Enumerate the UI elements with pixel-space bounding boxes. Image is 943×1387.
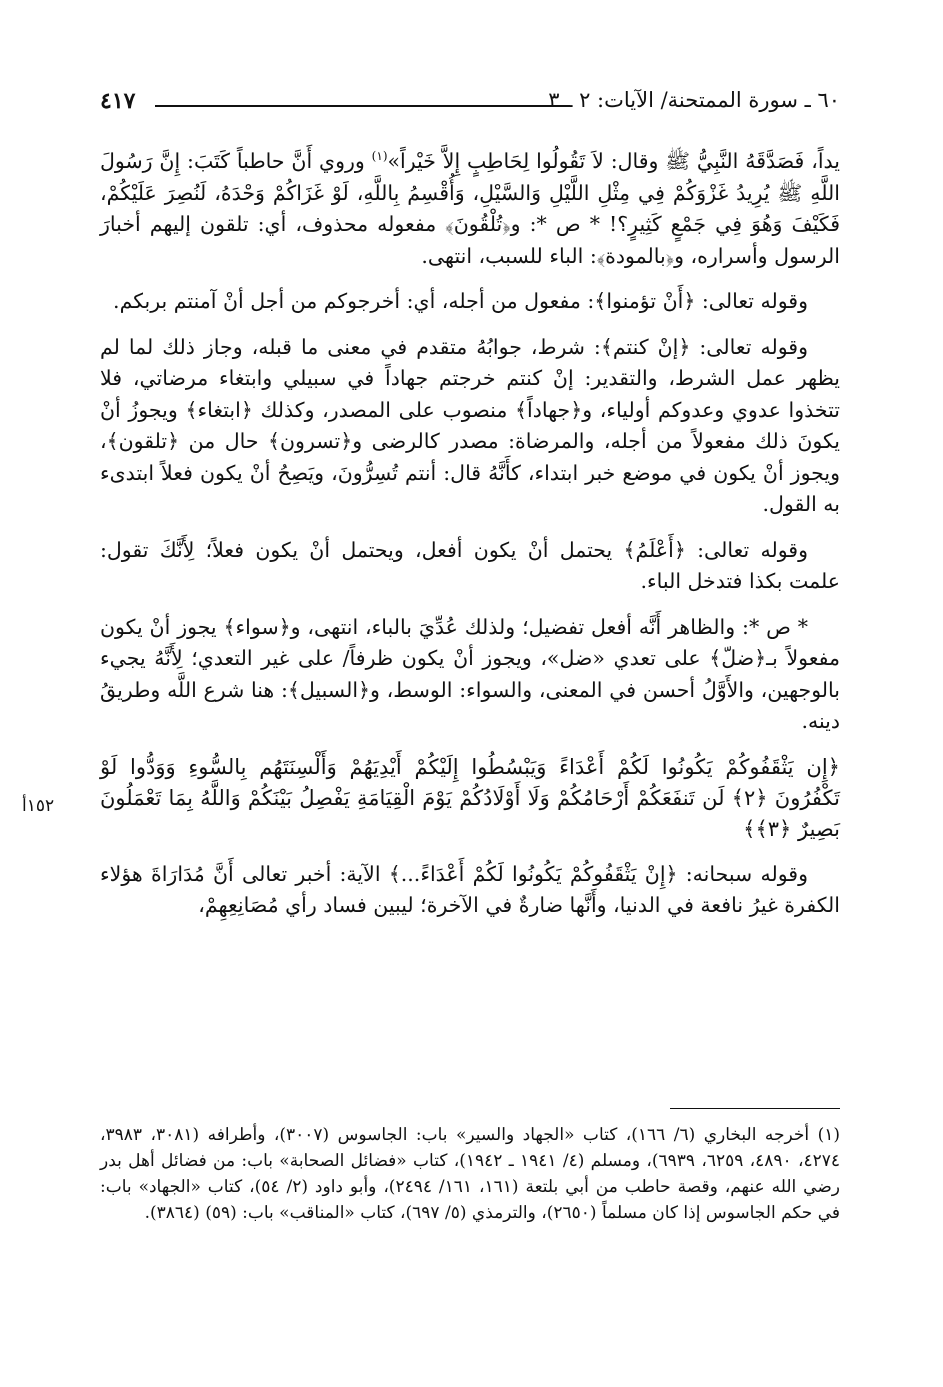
chapter-title: ٦٠ ـ سورة الممتحنة/ الآيات: ٢ ـ ٣ <box>548 88 840 112</box>
page-number: ٤١٧ <box>100 88 136 114</box>
paragraph: وقوله تعالى: ﴿أَعْلَمُ﴾ يحتمل أنْ يكون أفعل، ويحتمل أنْ يكون فعلاً؛ لِأَنَّكَ تقول: علمت بكذا فتدخل الباء. <box>100 537 840 593</box>
paragraph-text: وروي أَنَّ حاطباً كَتَبَ: إِنَّ رَسُولَ اللَّهِ ﷺ يُرِيدُ غَزْوَكُمْ فِي مِثْلِ اللَّيْلِ وَالسَّيْلِ، وَأُقْسِمُ بِاللَّهِ، لَوْ غَزَاكُمْ وَحْدَهُ، لَنُصِرَ عَلَيْكُمْ، فَكَيْفَ وَهُوَ فِي جَمْعٍ كَثِيرٍ؟! * ص *: و﴿تُلْقُونَ﴾ مفعوله محذوف، أي: تلقون إليهم أخبارَ الرسول وأسراره، و﴿بالمودة﴾: الباء للسبب، انتهى. <box>100 149 840 268</box>
paragraph: وقوله تعالى: ﴿أَنْ تؤمنوا﴾: مفعول من أجله، أي: أخرجوكم من أجل أنْ آمنتم بربكم. <box>113 289 808 313</box>
margin-folio-note: ١٥٢أ <box>22 796 55 816</box>
footnote: (١) أخرجه البخاري (٦/ ١٦٦)، كتاب «الجهاد والسير» باب: الجاسوس (٣٠٠٧)، وأطرافه (٣٠٨١، ٣٩٨٣، ٤٢٧٤، ٤٨٩٠، ٦٢٥٩، ٦٩٣٩)، ومسلم (٤/ ١٩٤١ ـ ١٩٤٢)، كتاب «فضائل الصحابة» باب: من فضائل أهل بدر رضي الله عنهم، وقصة حاطب من أبي بلتعة (١٦١، ١٦١/ ٢٤٩٤)، وأبو داود (٢/ ٥٤)، كتاب «الجهاد» باب: في حكم الجاسوس إذا كان مسلماً (٢٦٥٠)، والترمذي (٥/ ٦٩٧)، كتاب «المناقب» باب: (٥٩) (٣٨٦٤). <box>100 1125 841 1223</box>
header-rule <box>155 105 570 107</box>
paragraph-text: يداً، فَصَدَّقَهُ النَّبِيُّ ﷺ وقال: لاَ تَقُولُوا لِحَاطِبٍ إِلاَّ خَيْراً» <box>387 149 840 173</box>
paragraph: * ص *: والظاهر أَنَّه أفعل تفضيل؛ ولذلك عُدِّيَ بالباء، انتهى، و﴿سواء﴾ يجوز أنْ يكون مفعولاً بـ﴿ضلّ﴾ على تعدي «ضل»، ويجوز أنْ يكون ظرفاً/ على غير التعدي؛ لِأَنَّهُ يجيء بالوجهين، والأَوَّلُ أحسن في المعنى، والسواء: الوسط، و﴿السبيل﴾: هنا شرع اللَّه وطريقُ دينه. <box>100 614 840 733</box>
quran-verse: ﴿إِن يَثْقَفُوكُمْ يَكُونُوا لَكُمْ أَعْدَاءً وَيَبْسُطُوا إِلَيْكُمْ أَيْدِيَهُمْ وَأَلْسِنَتَهُم بِالسُّوءِ وَوَدُّوا لَوْ تَكْفُرُونَ ﴿٢﴾ لَن تَنفَعَكُمْ أَرْحَامُكُمْ وَلَا أَوْلَادُكُمْ يَوْمَ الْقِيَامَةِ يَفْصِلُ بَيْنَكُمْ وَاللَّهُ بِمَا تَعْمَلُونَ بَصِيرٌ ﴿٣﴾﴾ <box>100 754 840 841</box>
paragraph: وقوله سبحانه: ﴿إِنْ يَثْقَفُوكُمْ يَكُونُوا لَكُمْ أَعْدَاءً...﴾ الآية: أخبر تعالى أَنَّ مُدَارَاةَ هؤلاء الكفرة غيرُ نافعة في الدنيا، وأَنَّها ضارةٌ في الآخرة؛ ليبين فساد رأي مُصَانِعِهِمْ، <box>100 861 840 917</box>
main-text <box>100 146 840 936</box>
paragraph <box>100 146 840 272</box>
footnotes <box>100 1122 840 1226</box>
paragraph: وقوله تعالى: ﴿إنْ كنتم﴾: شرط، جوابُهُ متقدم في معنى ما قبله، وجاز ذلك لما لم يظهر عمل الشرط، والتقدير: إنْ كنتم خرجتم جهاداً في سبيلي وابتغاء مرضاتي، فلا تتخذوا عدوي وعدوكم أولياء، و﴿جهاداً﴾ منصوب على المصدر، وكذلك ﴿ابتغاء﴾ ويجوزُ أنْ يكونَ ذلك مفعولاً من أجله، والمرضاة: مصدر كالرضى و﴿تسرون﴾ حال من ﴿تلقون﴾، ويجوز أنْ يكون في موضع خبر ابتداء، كأَنَّهُ قال: أنتم تُسِرُّونَ، ويَصِحُ أنْ يكون فعلاً ابتدىء به القول. <box>100 334 840 516</box>
footnote-rule <box>670 1108 840 1109</box>
running-header <box>100 88 840 118</box>
footnote-marker: (١) <box>371 149 388 164</box>
